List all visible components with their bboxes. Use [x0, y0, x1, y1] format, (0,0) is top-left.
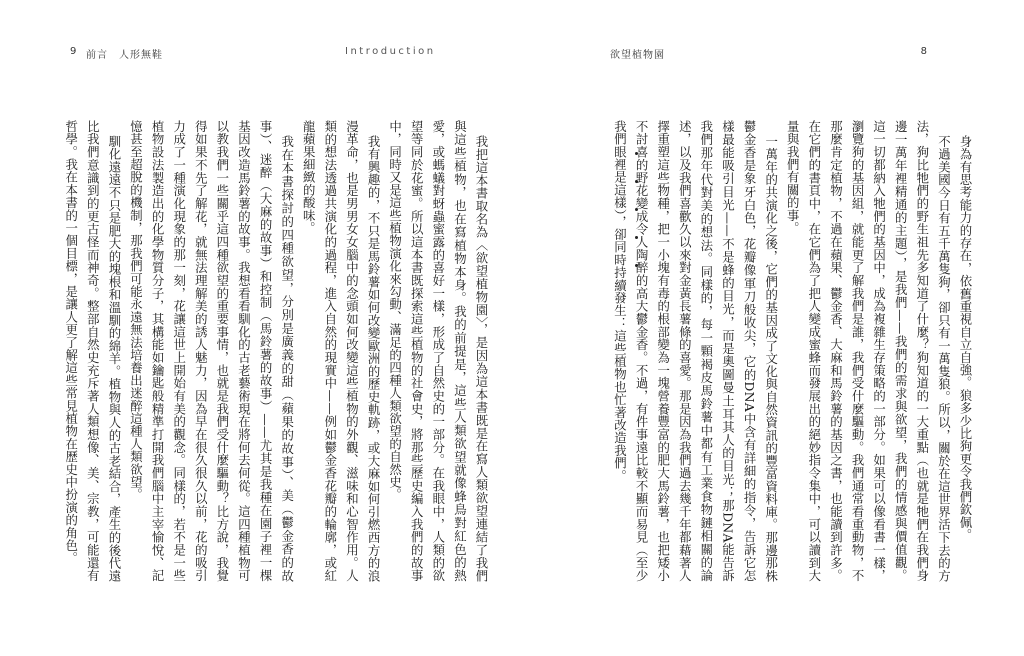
page-number: 8: [920, 46, 928, 57]
section-title: 前言 人形無鞋: [86, 50, 163, 61]
page-number: 9: [70, 46, 78, 57]
paragraph: 身為有思考能力的存在，依舊重視自立自強。狼多少比狗更令我們欽佩。: [958, 134, 973, 542]
right-page: [512, 0, 1024, 656]
paragraph: 我把這本書取名為〈欲望植物園〉，是因為這本書既是在寫人類欲望連結了我們與這些植物，也在寫植物本身。我的前提是，這些人類欲望就像蜂鳥對紅色的熱愛，或螞蟻對蚜蟲蜜露的喜好一樣，形成了自然史的一部分。在我眼中，人類的欲望等同於花蜜。所以這本書既探索這些植物的社會史，將那些歷史編入我們的故事中，同時又是這些植物演化來勾動、滿足的四種人類欲望的自然史。: [387, 120, 489, 582]
paragraph: 不過美國今日有五千萬隻狗，卻只有一萬隻狼。所以，關於在這世界活下去的方法，狗比牠們的野生祖先多知道了什麼？狗知道的一大重點（也就是牠們在我們身邊一萬年裡精通的主題），是我們——我們的需求與欲望，我們的情感與價值觀。這一切都納入牠們的基因中，成為複雜生存策略的一部分。如果可以像看書一樣，瀏覽狗的基因組，就能更了解我們是誰，我們受什麼驅動。我們通常看重動物，不那麼肯定植物，不過在蘋果、鬱金香、大麻和馬鈴薯的基因之書，也能讀到許多。在它們的書頁中，在它們為了把人變成蜜蜂而發展出的絕妙指令集中，可以讀到大量與我們有關的事。: [785, 120, 952, 582]
paragraph: 一萬年的共演化之後，它們的基因成了文化與自然資訊的豐富資料庫。那邊那株鬱金香是象牙白色，花瓣像軍刀般收尖，它的DNA中含有詳細的指令，告訴它怎樣最能吸引目光——不是蜂的目光，而是奧圖曼土耳其人的目光；那DNA能告訴我們那年代對美的想法。同樣的，每一顆褐皮馬鈴薯中都有工業食物鏈相關的論述，以及我們喜歡久以來對金黃長薯條的喜愛。那是因為我們過去幾千年都藉著人擇重塑這些物種，把一小塊有毒的根部變為一塊營養豐富的肥大馬鈴薯，也把矮小不討喜的野花變成令人陶醉的高大鬱金香。不過，有件事遠比較不顯而易見（至少我們眼裡是這樣），卻同時持續發生：這些植物也忙著改造我們。: [612, 120, 779, 582]
paragraph: 我有興趣的，不只是馬鈴薯如何改變歐洲的歷史軌跡，或大麻如何引燃西方的浪漫革命，也是男男女女腦中的念頭如何改變這些植物的外觀、滋味和心智作用。人類的想法透過共演化的過程，進入自然的現實中——例如鬱金香花瓣的輪廓，或紅龍蘋果細緻的酸味。: [301, 120, 382, 582]
body-text: [52, 120, 492, 582]
paragraph: 馴化遠遠不只是肥大的塊根和溫馴的綿羊。植物與人的古老結合，產生的後代遠比我們意識到的更古怪而神奇。整部自然史充斥著人類想像、美、宗教，可能還有哲學。我在本書的一個目標，是讓人更了解這些常見植物在歷史中扮演的角色。: [63, 120, 122, 582]
body-text: [612, 120, 976, 582]
running-title: Introduction: [345, 46, 436, 57]
book-title: 欲望植物園: [610, 50, 665, 61]
paragraph: 我在本書探討的四種欲望，分別是廣義的甜（蘋果的故事）、美（鬱金香的故事）、迷醉（大麻的故事）和控制（馬鈴薯的故事）——尤其是我種在園子裡一棵基因改造馬鈴薯的故事。我想看看馴化的古老藝術現在將何去何從。這四種植物可以教我們一些關乎這四種欲望的重要事情，也就是我們受什麼驅動？比方說，我覺得如果不先了解花，就無法理解美的誘人魅力，因為早在很久很久以前，花的吸引力成了一種演化現象的那一刻，花讓這世上開始有美的觀念。同樣的，若不是一些植物設法製造出的化學物質分子，其構能如鑰匙般精準打開我們腦中主宰愉悅、記憶甚至超脫的機制，那我們可能永遠無法培養出迷醉這種人類欲望。: [128, 120, 295, 582]
